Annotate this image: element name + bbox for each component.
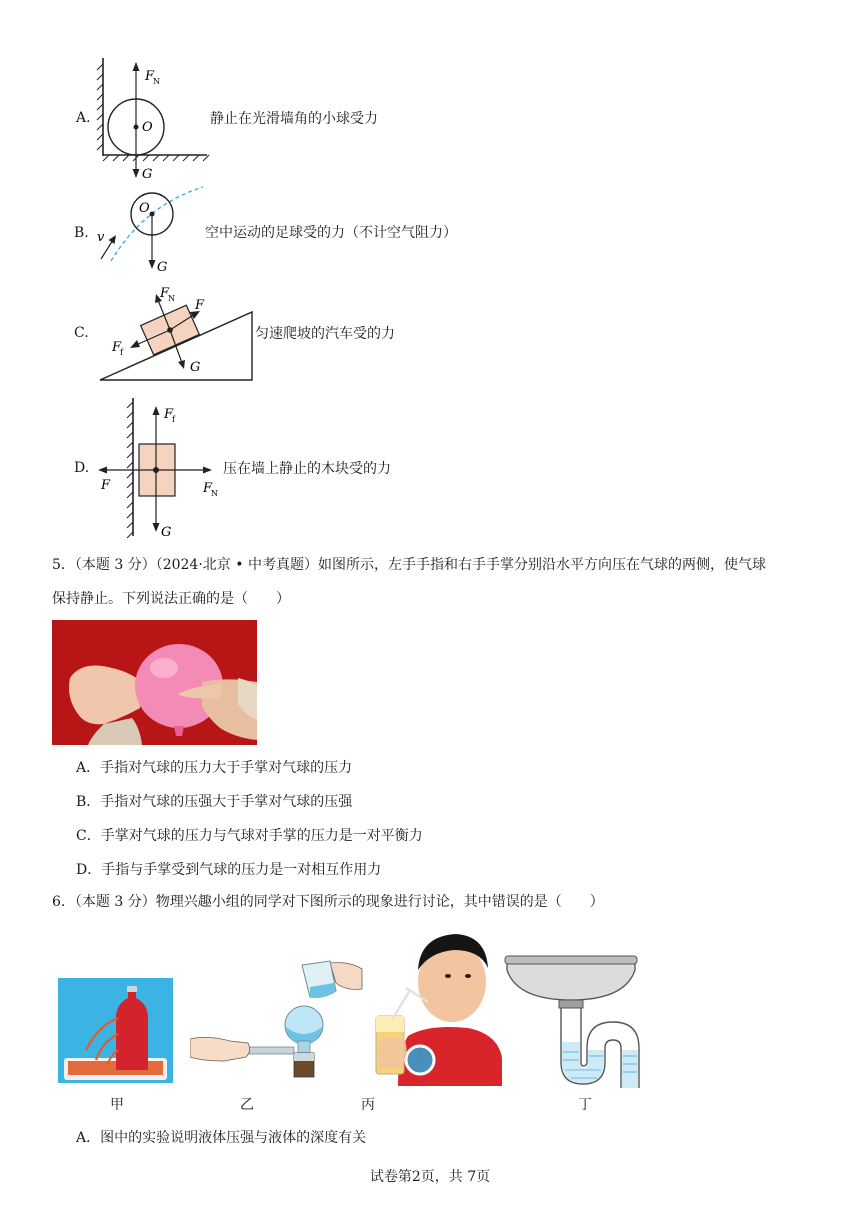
option-a-caption: 静止在光滑墙角的小球受力: [210, 111, 378, 127]
svg-text:G: G: [157, 260, 168, 275]
svg-text:N: N: [168, 294, 175, 303]
svg-text:f: f: [120, 348, 123, 357]
option-a-letter: A.: [76, 110, 91, 126]
svg-text:G: G: [190, 360, 201, 375]
svg-text:F: F: [145, 69, 155, 84]
q5-option-a: A．手指对气球的压力大于手掌对气球的压力: [76, 760, 353, 776]
svg-text:O: O: [139, 201, 150, 216]
svg-text:F: F: [203, 481, 213, 496]
diagram-c-car-on-slope: [98, 283, 258, 383]
svg-text:F: F: [101, 478, 111, 493]
svg-text:G: G: [161, 525, 172, 540]
q5-option-c: C．手掌对气球的压力与气球对手掌的压力是一对平衡力: [76, 828, 423, 844]
q5-option-d: D．手指与手掌受到气球的压力是一对相互作用力: [76, 862, 382, 878]
svg-text:F: F: [195, 298, 205, 313]
q5-option-b: B．手指对气球的压强大于手掌对气球的压强: [76, 794, 353, 810]
caption-bing: 丙: [361, 1097, 375, 1113]
figure-ding-sink-trap: [503, 952, 643, 1092]
svg-text:F: F: [112, 340, 122, 355]
diagram-a-ball-in-corner: [95, 58, 215, 183]
option-d-caption: 压在墙上静止的木块受的力: [223, 461, 391, 477]
q6-option-a: A．图中的实验说明液体压强与液体的深度有关: [76, 1130, 367, 1146]
svg-text:O: O: [142, 120, 153, 135]
page-footer: 试卷第2页，共 7页: [369, 1169, 491, 1185]
option-d-letter: D.: [74, 460, 90, 476]
svg-text:F: F: [160, 286, 170, 301]
svg-text:v: v: [97, 230, 105, 245]
option-c-caption: 匀速爬坡的汽车受的力: [255, 326, 395, 342]
q5-stem-line2: 保持静止。下列说法正确的是（ ）: [52, 591, 290, 607]
q5-stem-line1: 5．（本题 3 分）（2024·北京 • 中考真题）如图所示，左手手指和右手手掌分别沿水平方向压在气球的两侧，使气球: [52, 557, 766, 573]
option-b-letter: B.: [74, 225, 89, 241]
option-c-letter: C.: [74, 325, 89, 341]
q6-stem: 6．（本题 3 分）物理兴趣小组的同学对下图所示的现象进行讨论，其中错误的是（ ）: [52, 894, 604, 910]
svg-text:f: f: [172, 415, 175, 424]
figure-yi-flask: [190, 955, 365, 1085]
option-b-caption: 空中运动的足球受的力（不计空气阻力）: [205, 225, 457, 241]
svg-text:N: N: [153, 77, 160, 86]
svg-text:G: G: [142, 167, 153, 182]
figure-jia-bottle: [58, 978, 173, 1083]
caption-ding: 丁: [578, 1097, 592, 1113]
balloon-photo: [52, 620, 257, 745]
svg-text:N: N: [211, 489, 218, 498]
caption-jia: 甲: [110, 1097, 124, 1113]
caption-yi: 乙: [240, 1097, 254, 1113]
diagram-b-football: [95, 185, 210, 277]
diagram-d-block-on-wall: [95, 396, 225, 541]
figure-bing-boy-straw: [368, 928, 502, 1086]
svg-text:F: F: [164, 407, 174, 422]
